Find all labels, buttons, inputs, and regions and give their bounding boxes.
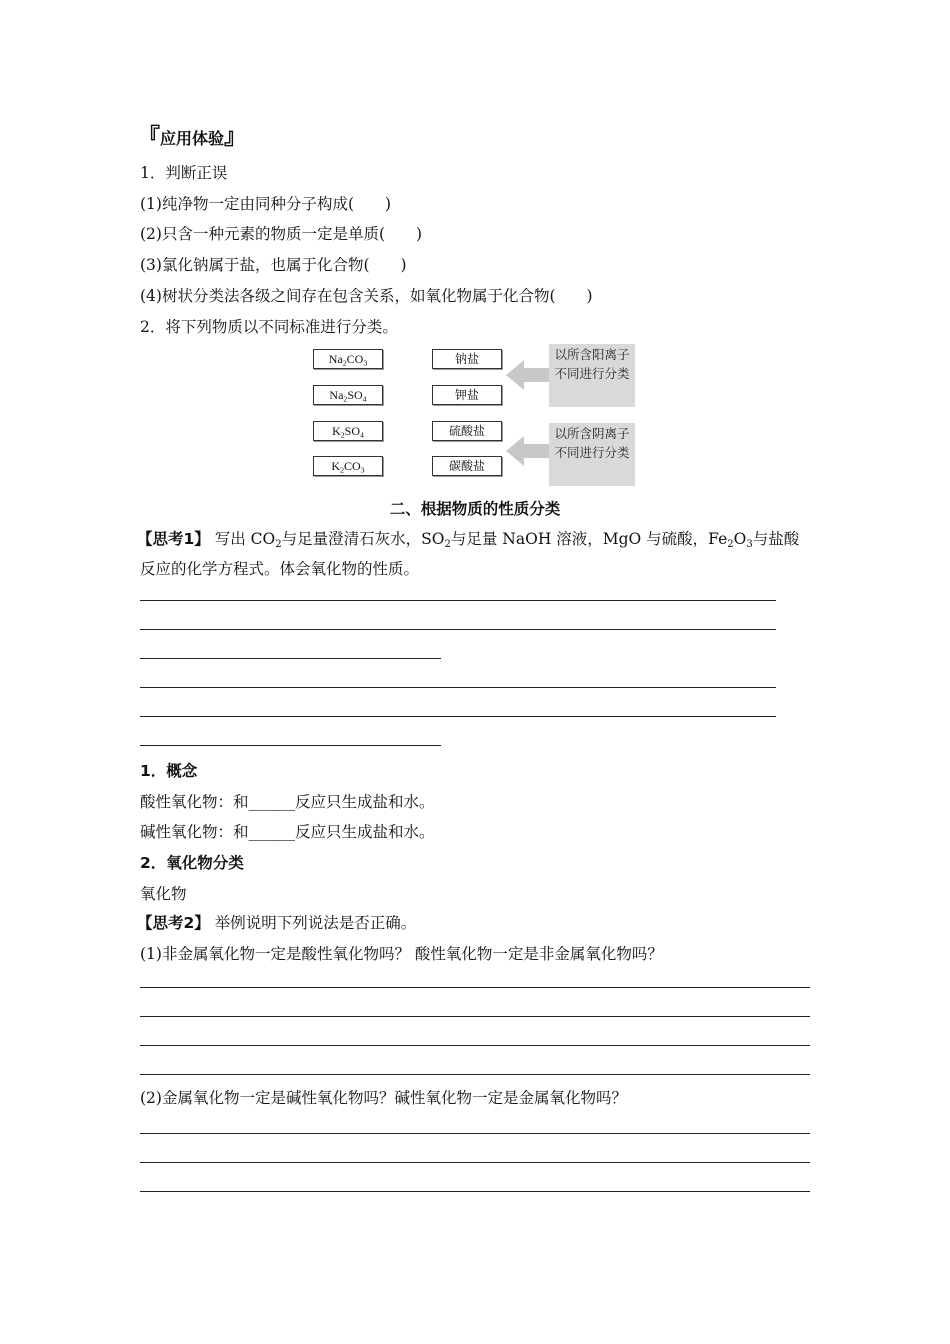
salt-sodium: 钠盐 xyxy=(432,349,502,369)
section-title: 应用体验 xyxy=(160,129,225,148)
q1-title: 1．判断正误 xyxy=(140,164,228,182)
salt-sulfate: 硫酸盐 xyxy=(432,421,502,441)
q1-item-4: (4)树状分类法各级之间存在包含关系，如氧化物属于化合物( ) xyxy=(140,287,593,305)
answer-line[interactable] xyxy=(140,1162,810,1163)
close-bracket: 』 xyxy=(224,125,247,150)
q2-title: 2．将下列物质以不同标准进行分类。 xyxy=(140,318,398,336)
think1-line1: 【思考1】 写出 $CO_2$与足量澄清石灰水，$SO_2$与足量 NaOH 溶液，MgO 与硫酸，$Fe_2O_3$与盐酸 xyxy=(137,530,800,551)
think1-label: 【思考1】 xyxy=(137,530,210,548)
think2-line: 【思考2】 举例说明下列说法是否正确。 xyxy=(137,914,417,932)
acidic-oxide-definition: 酸性氧化物：和______反应只生成盐和水。 xyxy=(140,793,435,811)
think1-line2: 反应的化学方程式。体会氧化物的性质。 xyxy=(140,560,420,578)
arrow-left-icon xyxy=(506,360,550,390)
formula-k2so4: $K_2SO_4$ xyxy=(313,421,383,441)
concept-title: 1．概念 xyxy=(140,762,198,780)
answer-line[interactable] xyxy=(140,1045,810,1046)
think2-question-2: (2)金属氧化物一定是碱性氧化物吗？碱性氧化物一定是金属氧化物吗？ xyxy=(140,1089,627,1107)
formula-k2co3: $K_2CO_3$ xyxy=(313,456,383,476)
answer-line[interactable] xyxy=(140,1133,810,1134)
section-header xyxy=(138,120,246,151)
criterion-cation: 以所含阳离子不同进行分类 xyxy=(549,344,635,407)
criterion-anion: 以所含阴离子不同进行分类 xyxy=(549,423,635,486)
salt-potassium: 钾盐 xyxy=(432,385,502,405)
basic-oxide-definition: 碱性氧化物：和______反应只生成盐和水。 xyxy=(140,823,435,841)
answer-line[interactable] xyxy=(140,600,776,601)
salt-carbonate: 碳酸盐 xyxy=(432,456,502,476)
answer-line[interactable] xyxy=(140,987,810,988)
formula-na2co3: $Na_2CO_3$ xyxy=(313,349,383,369)
oxide-label: 氧化物 xyxy=(140,885,187,903)
formula-na2so4: $Na_2SO_4$ xyxy=(313,385,383,405)
classify-title: 2．氧化物分类 xyxy=(140,854,244,872)
q1-item-1: (1)纯净物一定由同种分子构成( ) xyxy=(140,195,392,213)
think2-label: 【思考2】 xyxy=(137,914,210,932)
answer-line[interactable] xyxy=(140,1016,810,1017)
q1-item-3: (3)氯化钠属于盐，也属于化合物( ) xyxy=(140,256,407,274)
section-heading: 二、根据物质的性质分类 xyxy=(389,500,561,518)
answer-line[interactable] xyxy=(140,658,441,659)
q1-item-2: (2)只含一种元素的物质一定是单质( ) xyxy=(140,225,423,243)
answer-line[interactable] xyxy=(140,629,776,630)
arrow-left-icon xyxy=(506,436,550,466)
answer-line[interactable] xyxy=(140,1191,810,1192)
answer-line[interactable] xyxy=(140,1074,810,1075)
answer-line[interactable] xyxy=(140,687,776,688)
think2-question-1: (1)非金属氧化物一定是酸性氧化物吗？ 酸性氧化物一定是非金属氧化物吗？ xyxy=(140,945,663,963)
open-bracket: 『 xyxy=(138,125,161,150)
answer-line[interactable] xyxy=(140,716,776,717)
answer-line[interactable] xyxy=(140,745,441,746)
